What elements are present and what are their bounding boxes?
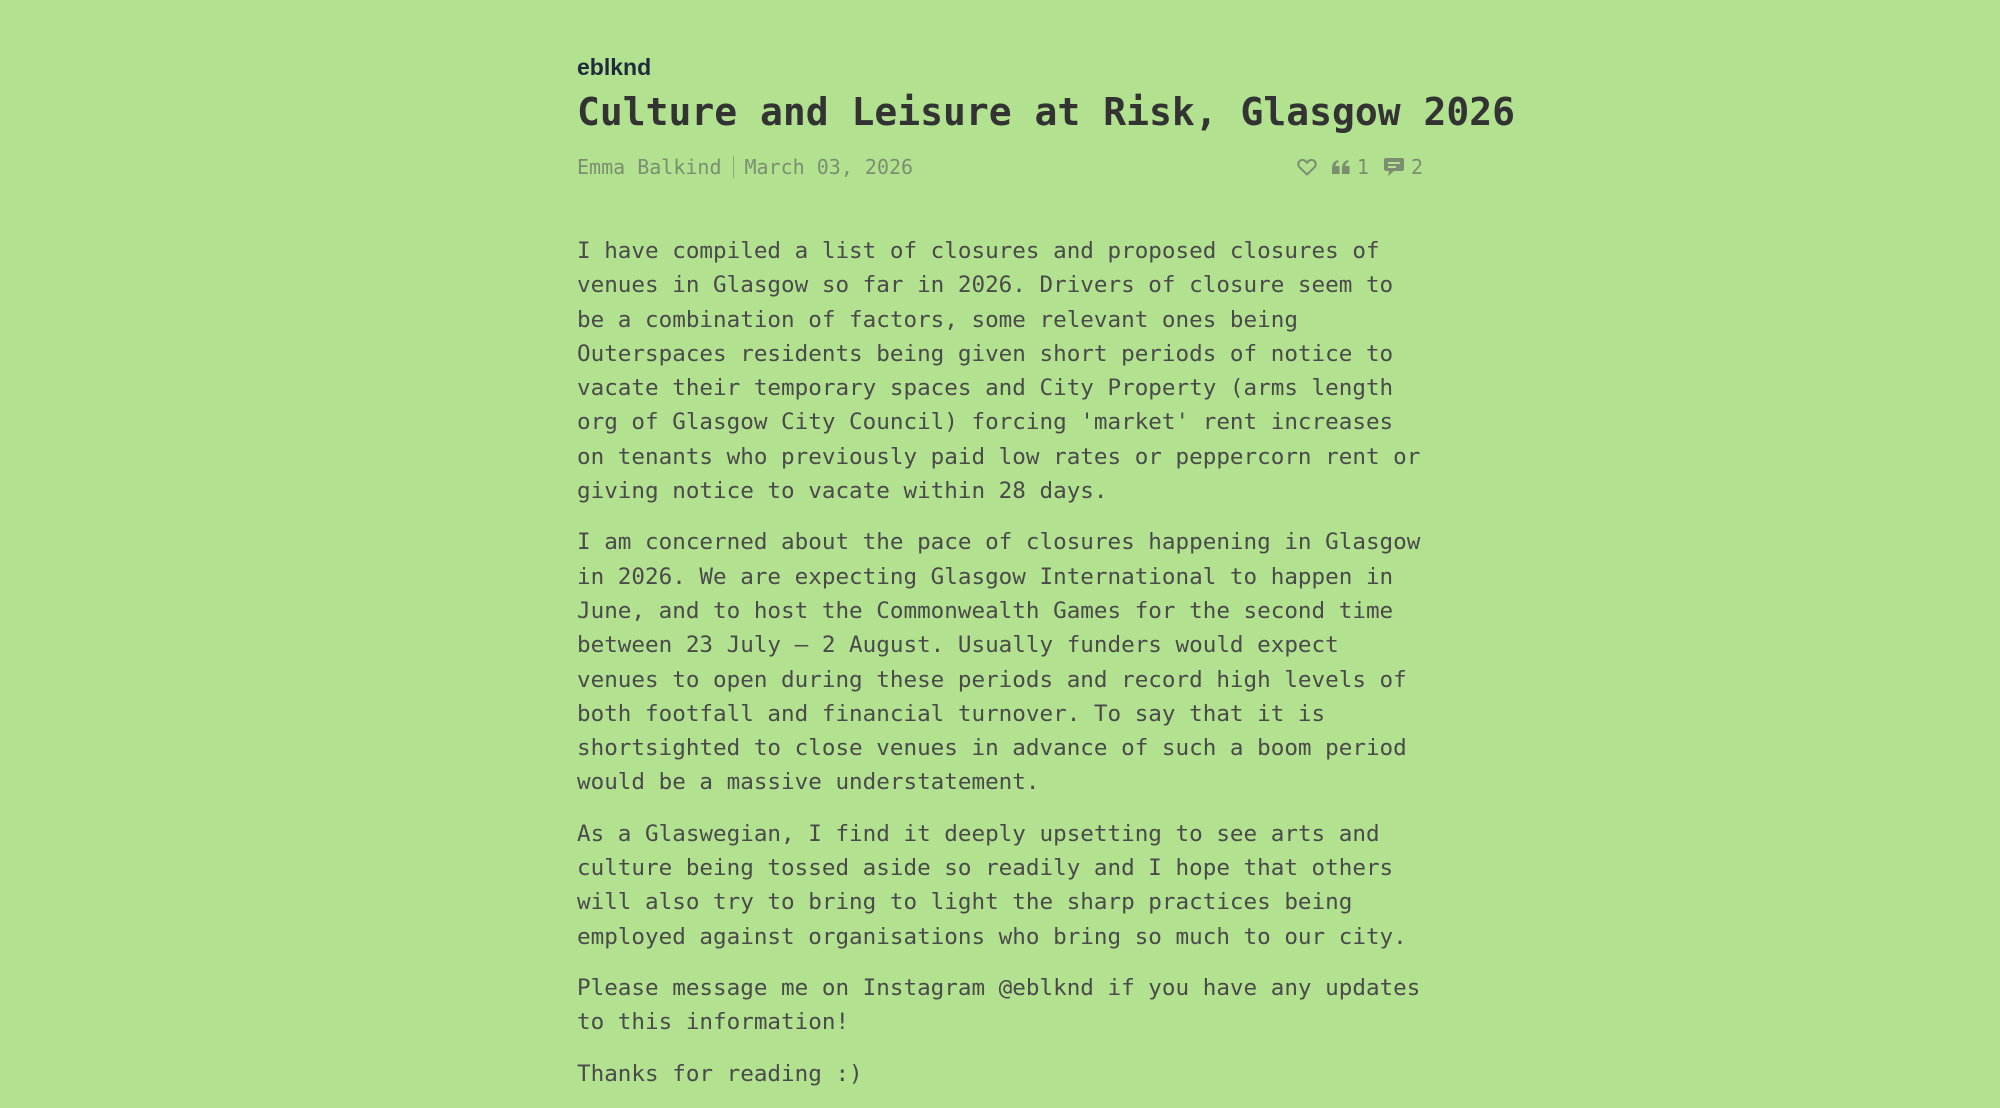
post-meta: [577, 153, 1423, 181]
post-date: March 03, 2026: [744, 155, 914, 179]
post-paragraph: As a Glaswegian, I find it deeply upsetting to see arts and culture being tossed aside so readily and I hope that others will also try to bring to light the sharp practices being employed against organisations who bring so much to our city.: [577, 820, 1407, 950]
author-link[interactable]: Emma Balkind: [577, 155, 722, 179]
heart-outline-icon: [1297, 158, 1317, 176]
blog-name-link[interactable]: eblknd: [577, 54, 652, 80]
post-body: [577, 234, 1423, 1108]
comments-button[interactable]: [1383, 153, 1423, 181]
meta-divider: [733, 156, 734, 178]
comment-bubble-icon: [1383, 157, 1405, 177]
quote-button[interactable]: [1331, 153, 1369, 181]
post-paragraph: I have compiled a list of closures and proposed closures of venues in Glasgow so far in 2026. Drivers of closure seem to be a combination of factors, some relevant ones being Outerspaces residents being given short periods of notice to vacate their temporary spaces and City Property (arms length org of Glasgow City Council) forcing 'market' rent increases on tenants who previously paid low rates or peppercorn rent or giving notice to vacate within 28 days.: [577, 238, 1421, 505]
quote-icon: [1331, 159, 1351, 175]
post-actions: [1283, 153, 1423, 181]
post-paragraph: I am concerned about the pace of closures happening in Glasgow in 2026. We are expecting Glasgow International to happen in June, and to host the Commonwealth Games for the second time between 23 July – 2 August. Usually funders would expect venues to open during these periods and record high levels of both footfall and financial turnover. To say that it is shortsighted to close venues in advance of such a boom period would be a massive understatement.: [577, 529, 1421, 796]
post-paragraph: Thanks for reading :): [577, 1060, 863, 1087]
post-paragraph: Please message me on Instagram @eblknd if you have any updates to this information!: [577, 974, 1421, 1036]
comments-count: 2: [1410, 155, 1423, 179]
like-button[interactable]: [1297, 158, 1317, 176]
quotes-count: 1: [1356, 155, 1369, 179]
post-title: Culture and Leisure at Risk, Glasgow 2026: [577, 90, 1515, 134]
